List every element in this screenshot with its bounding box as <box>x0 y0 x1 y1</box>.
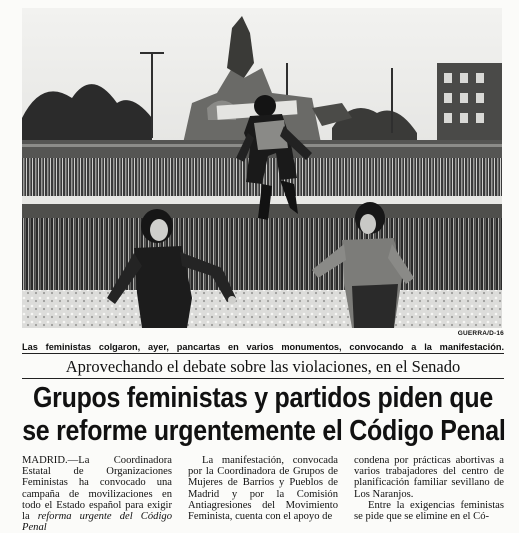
article-body <box>22 455 504 533</box>
article-column-2 <box>188 455 338 522</box>
column-text: La manifestación, convocada por la Coordinadora de Grupos de Mujeres de Barrios y Pueblos de Madrid y por la Comisión Antiagresiones del Movimiento Feminista, cuenta con el apoyo de <box>188 455 338 523</box>
headline-line-1: Grupos feministas y partidos piden que <box>33 382 493 414</box>
photo-credit: GUERRA/D-16 <box>457 330 504 337</box>
headline-line-2: se reforme urgentemente el Código Penal <box>22 415 506 447</box>
photo-caption: Las feministas colgaron, ayer, pancartas en varios monumentos, convocando a la manifestación. <box>22 342 504 352</box>
column-text: condena por prácticas abortivas a varios trabajadores del centro de planificación familiar sevillano de Los Naranjos. <box>354 455 504 500</box>
divider-rule <box>22 378 504 379</box>
dateline: MADRID.— <box>22 455 79 466</box>
article-kicker: Aprovechando el debate sobre las violaciones, en el Senado <box>65 357 461 376</box>
news-photo <box>22 8 502 328</box>
article-column-3 <box>354 455 504 522</box>
fountain-photo-image <box>22 8 502 328</box>
article-headline <box>22 382 506 448</box>
divider-rule <box>22 353 504 354</box>
article-column-1 <box>22 455 172 533</box>
column-italic-text: reforma urgente del Código Penal <box>22 511 172 533</box>
column-text: Entre la exigencias feministas se pide que se elimine en el Có- <box>354 499 504 523</box>
column-text: La Coordinadora Estatal de Organizaciones Feministas ha convocado una campaña de movilizaciones en todo el Estado español para exigir la <box>22 455 172 523</box>
